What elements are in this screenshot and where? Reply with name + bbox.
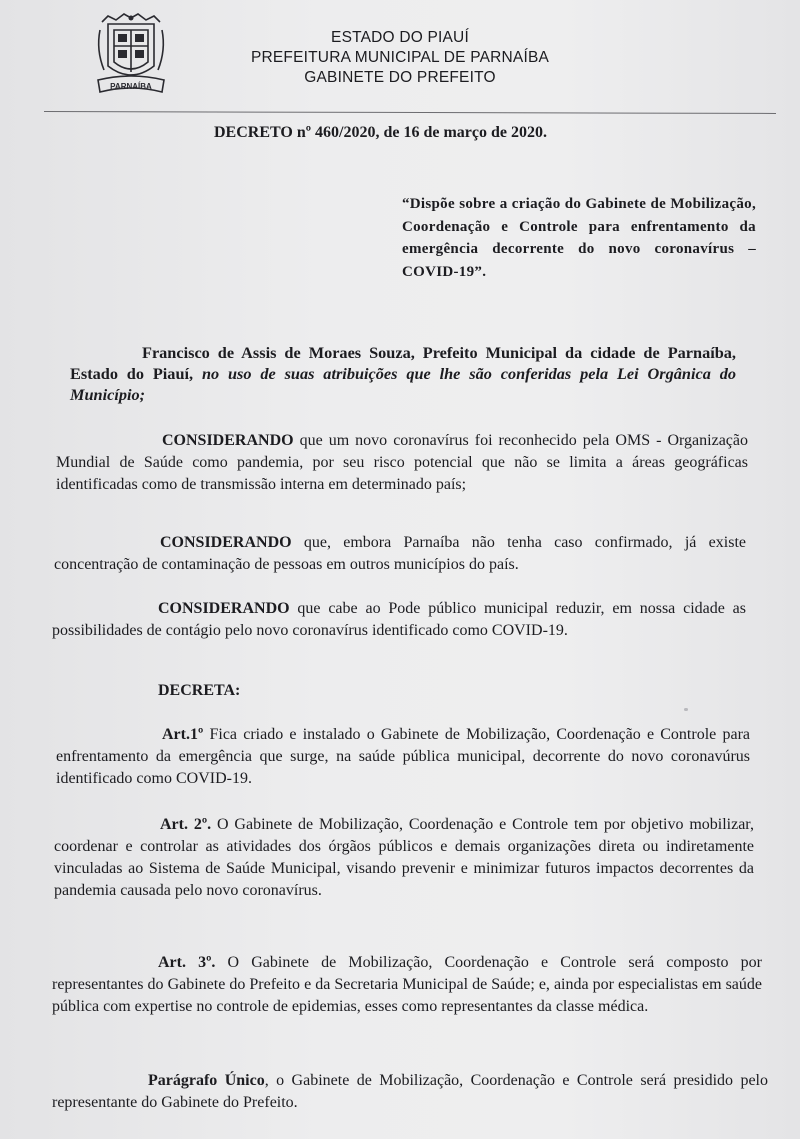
article-2-text: O Gabinete de Mobilização, Coordenação e Controle tem por objetivo mobilizar, coordenar e controlar as atividades dos órgãos públicos e demais organizações direta ou indiretamente vinculadas ao Sistema de Saúde Municipal, visando prevenir e minimizar futuros impactos decorrentes da pandemia causada pelo novo coronavírus.: [54, 816, 754, 899]
article-3-lead: Art. 3º.: [158, 954, 216, 971]
preamble-name: Francisco de Assis de Moraes Souza, Prefeito Municipal da cidade de Parnaíba, Estado do Piauí,: [70, 343, 736, 383]
article-2: [54, 814, 754, 902]
considerando-1: [56, 430, 748, 496]
parnaiba-crest-logo: [94, 10, 168, 102]
considerando-2-text: que, embora Parnaíba não tenha caso confirmado, já existe concentração de contaminação de pessoas em outros municípios do país.: [54, 534, 746, 573]
preamble: [70, 342, 736, 405]
crest-label: PARNAÍBA: [110, 82, 152, 91]
article-2-lead: Art. 2º.: [160, 816, 212, 833]
article-1-text: Fica criado e instalado o Gabinete de Mobilização, Coordenação e Controle para enfrentamento da emergência que surge, na saúde pública municipal, decorrente do novo coronavúrus identificado como COVID-19.: [56, 726, 750, 787]
decree-title: DECRETO nº 460/2020, de 16 de março de 2020.: [214, 124, 547, 141]
article-1: [56, 724, 750, 790]
preamble-rest: no uso de suas atribuições que lhe são conferidas pela Lei Orgânica do Município;: [70, 364, 736, 404]
paragrafo-unico-lead: Parágrafo Único: [148, 1072, 265, 1089]
prefecture-name: PREFEITURA MUNICIPAL DE PARNAÍBA: [250, 49, 550, 66]
considerando-2-lead: CONSIDERANDO: [160, 534, 292, 551]
article-3: [52, 952, 762, 1018]
article-1-lead: Art.1º: [162, 726, 204, 743]
article-3-text: O Gabinete de Mobilização, Coordenação e Controle será composto por representantes do Gabinete do Prefeito e da Secretaria Municipal de Saúde; e, ainda por especialistas em saúde pública com expertise no controle de epidemias, esses como representantes da classe médica.: [52, 954, 762, 1015]
state-name: ESTADO DO PIAUÍ: [331, 29, 469, 46]
decreta-heading: DECRETA:: [158, 682, 241, 699]
considerando-3-lead: CONSIDERANDO: [158, 600, 290, 617]
considerando-3-text: que cabe ao Pode público municipal reduzir, em nossa cidade as possibilidades de contágio pelo novo coronavírus identificado como COVID-19.: [52, 600, 746, 639]
considerando-3: [52, 598, 746, 642]
considerando-1-text: que um novo coronavírus foi reconhecido pela OMS - Organização Mundial de Saúde como pandemia, por seu risco potencial que não se limita a áreas geográficas identificadas como de transmissão interna em determinado país;: [56, 432, 748, 493]
paper-speck: [684, 708, 688, 711]
decree-summary: “Dispõe sobre a criação do Gabinete de Mobilização, Coordenação e Controle para enfrentamento da emergência decorrente do novo coronavírus – COVID-19”.: [402, 196, 756, 280]
considerando-2: [54, 532, 746, 576]
paragrafo-unico-text: , o Gabinete de Mobilização, Coordenação e Controle será presidido pelo representante do Gabinete do Prefeito.: [52, 1072, 768, 1111]
paragrafo-unico: [52, 1070, 768, 1114]
office-name: GABINETE DO PREFEITO: [304, 69, 496, 86]
header-divider: [44, 111, 776, 114]
considerando-1-lead: CONSIDERANDO: [162, 432, 294, 449]
letterhead: [250, 28, 550, 88]
